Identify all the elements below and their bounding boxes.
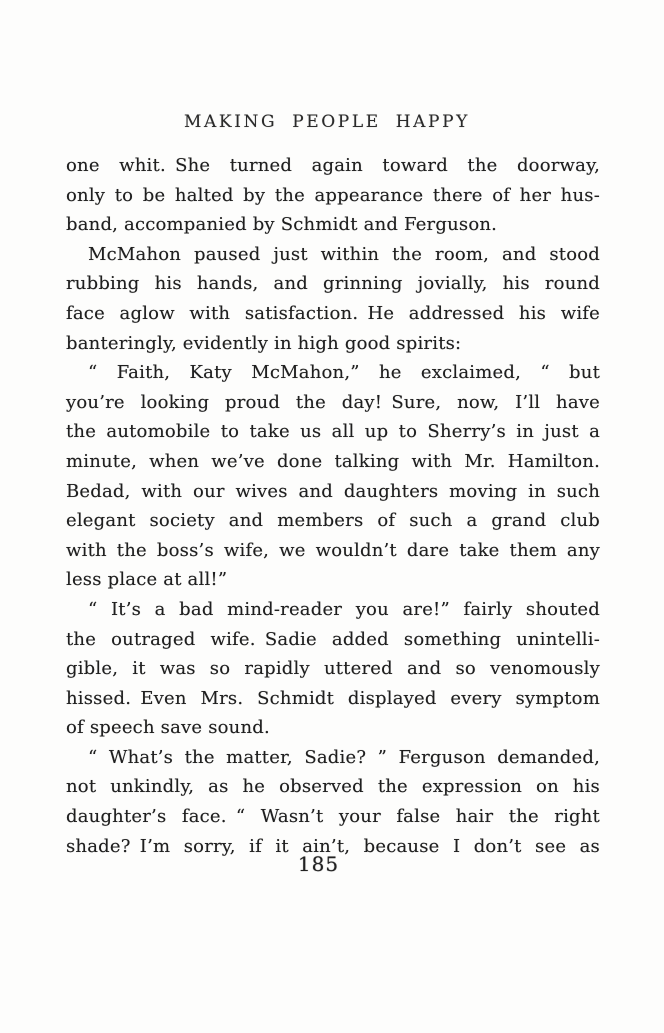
text-line: “ What’s the matter, Sadie? ” Ferguson demanded, — [88, 746, 600, 768]
text-line: face aglow with satisfaction. He addressed his wife — [66, 302, 600, 324]
page-number: 185 — [297, 852, 340, 876]
text-line: elegant society and members of such a grand club — [66, 510, 600, 532]
text-line: of speech save sound. — [66, 717, 270, 739]
body-text — [66, 151, 600, 861]
text-line: less place at all!” — [66, 569, 228, 591]
text-line: gible, it was so rapidly uttered and so venomously — [66, 658, 600, 680]
text-line: hissed. Even Mrs. Schmidt displayed every symptom — [66, 687, 600, 709]
running-header: MAKING PEOPLE HAPPY — [184, 112, 470, 132]
text-line: banteringly, evidently in high good spirits: — [66, 332, 462, 354]
text-line: shade? I’m sorry, if it ain’t, because I don’t see as — [66, 835, 600, 857]
text-line: McMahon paused just within the room, and stood — [88, 243, 600, 265]
text-line: the automobile to take us all up to Sherry’s in just a — [66, 421, 600, 443]
text-line: “ Faith, Katy McMahon,” he exclaimed, “ but — [88, 362, 600, 384]
text-line: with the boss’s wife, we wouldn’t dare take them any — [66, 539, 600, 561]
text-line: “ It’s a bad mind-reader you are!” fairly shouted — [88, 598, 600, 620]
text-line: the outraged wife. Sadie added something unintelli- — [66, 628, 600, 650]
text-line: not unkindly, as he observed the expression on his — [66, 776, 600, 798]
text-line: you’re looking proud the day! Sure, now, I’ll have — [66, 391, 600, 413]
text-line: Bedad, with our wives and daughters moving in such — [66, 480, 600, 502]
text-line: daughter’s face. “ Wasn’t your false hair the right — [66, 806, 600, 828]
text-line: minute, when we’ve done talking with Mr. Hamilton. — [66, 450, 600, 472]
text-line: one whit. She turned again toward the doorway, — [66, 155, 600, 176]
text-line: only to be halted by the appearance there of her hus- — [66, 184, 600, 206]
text-line: rubbing his hands, and grinning jovially, his round — [66, 273, 600, 295]
text-line: band, accompanied by Schmidt and Ferguson. — [66, 214, 498, 236]
